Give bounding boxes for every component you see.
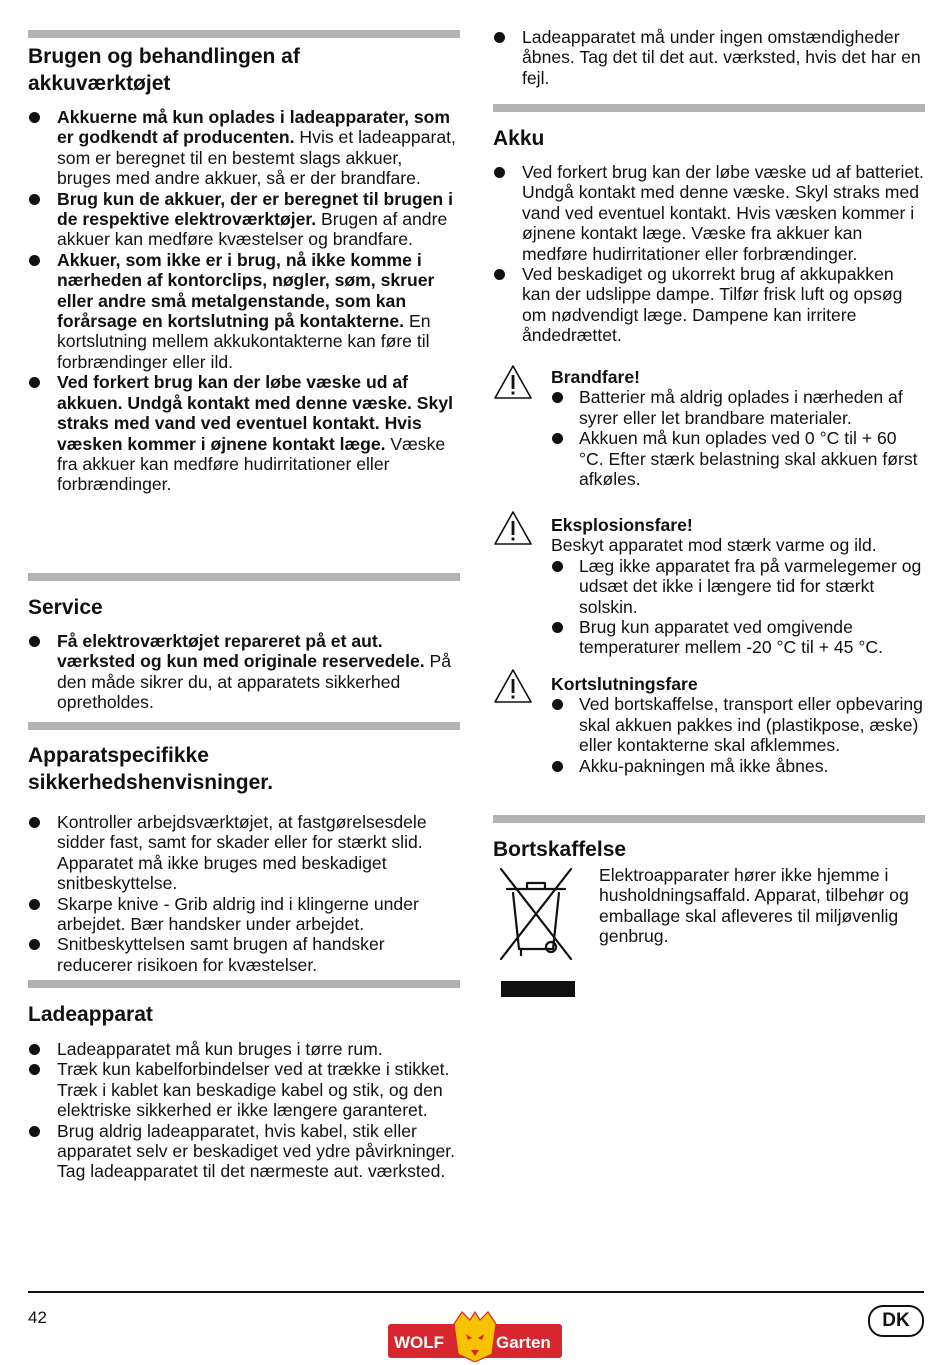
bullet-list (493, 162, 925, 346)
list-item: Ladeapparatet må kun bruges i tørre rum. (28, 1039, 460, 1059)
list-item: Skarpe knive - Grib aldrig ind i klingerne under arbejdet. Bær handsker under arbejdet. (28, 894, 460, 935)
list-item: Brug aldrig ladeapparatet, hvis kabel, stik eller apparatet selv er beskadiget ved ydre påvirkninger. Tag ladeapparatet til det nærmeste aut. værksted. (28, 1121, 460, 1182)
section-rule (493, 815, 925, 823)
section-title: Brugen og behandlingen af akkuværktøjet (28, 45, 300, 95)
list-item: Brug kun apparatet ved omgivende temperaturer mellem -20 °C til + 45 °C. (551, 617, 925, 658)
list-item: Brug kun de akkuer, der er beregnet til brugen i de respektive elektroværktøjer. Brugen af andre akkuer kan medføre kvæstelser og brandfare. (28, 189, 460, 250)
section-akku-tools (28, 30, 460, 495)
bullet-list (28, 812, 460, 975)
warning-title: Kortslutningsfare (551, 674, 698, 694)
section-rule (28, 980, 460, 988)
logo-text-left: WOLF (394, 1333, 445, 1352)
warning-triangle-icon (493, 510, 533, 546)
list-item: Læg ikke apparatet fra på varmelegemer og udsæt det ikke i længere tid for stærkt solskin. (551, 556, 925, 617)
bullet-list (28, 631, 460, 713)
list-item: Ladeapparatet må under ingen omstændigheder åbnes. Tag det til det aut. værksted, hvis det har en fejl. (493, 27, 925, 88)
section-disposal (493, 815, 925, 947)
warning-title: Brandfare! (551, 367, 640, 387)
bullet-list (493, 27, 925, 88)
bullet-list (28, 1039, 460, 1182)
warning-title: Eksplosionsfare! (551, 515, 693, 535)
bullet-list (551, 556, 925, 658)
logo-text-right: Garten (496, 1333, 551, 1352)
section-title: Ladeapparat (28, 1003, 153, 1026)
list-item: Ved forkert brug kan der løbe væske ud af akkuen. Undgå kontakt med denne væske. Skyl straks med vand ved eventuel kontakt. Hvis væsken kommer i øjnene kontakt læge. Væske fra akkuer kan medføre hudirritationer eller forbrændinger. (28, 372, 460, 494)
warning-triangle-icon (493, 668, 533, 704)
list-item: Træk kun kabelforbindelser ved at trække i stikket. Træk i kablet kan beskadige kabel og stik, og den elektriske sikkerhed er ikke længere garanteret. (28, 1059, 460, 1120)
list-item: Akkuer, som ikke er i brug, nå ikke komme i nærheden af kontorclips, nøgler, søm, skruer eller andre små metalgenstande, som kan forårsage en kortslutning på kontakterne. En kortslutning mellem akkukontakterne kan føre til forbrændinger eller ild. (28, 250, 460, 372)
list-item: Snitbeskyttelsen samt brugen af handsker reducerer risikoen for kvæstelser. (28, 934, 460, 975)
list-item: Batterier må aldrig oplades i nærheden af syrer eller let brandbare materialer. (551, 387, 925, 428)
section-rule (28, 30, 460, 38)
section-service (28, 573, 460, 713)
bullet-list (551, 387, 925, 489)
crossed-bin-icon (497, 867, 577, 999)
list-item: Kontroller arbejdsværktøjet, at fastgørelsesdele sidder fast, samt for skader eller for stærkt slid. Apparatet må ikke bruges med beskadiget snitbeskyttelse. (28, 812, 460, 894)
section-rule (28, 722, 460, 730)
section-title: Bortskaffelse (493, 838, 627, 861)
language-badge: DK (868, 1305, 924, 1337)
bullet-list (551, 694, 925, 776)
warning-triangle-icon (493, 364, 533, 400)
disposal-text: Elektroapparater hører ikke hjemme i husholdningsaffald. Apparat, tilbehør og emballage skal afleveres til miljøvenlig genbrug. (599, 865, 909, 947)
list-item: Ved bortskaffelse, transport eller opbevaring skal akkuen pakkes ind (plastikpose, æske) eller kontakterne skal afklemmes. (551, 694, 925, 755)
wolf-garten-logo (388, 1310, 562, 1362)
list-item: Ved forkert brug kan der løbe væske ud af batteriet. Undgå kontakt med denne væske. Skyl straks med vand ved eventuel kontakt. Hvis væsken kommer i øjnene kontakt læge. Væske fra akkuer kan medføre hudirritationer eller forbrændinger. (493, 162, 925, 264)
section-charger (28, 980, 460, 1182)
warning-intro: Beskyt apparatet mod stærk varme og ild. (551, 535, 877, 556)
section-title: Service (28, 596, 103, 619)
list-item: Ved beskadiget og ukorrekt brug af akkupakken kan der udslippe dampe. Tilfør frisk luft og opsøg om nødvendigt læge. Dampene kan irritere åndedrættet. (493, 264, 925, 346)
list-item: Akkuen må kun oplades ved 0 °C til + 60 °C. Efter stærk belastning skal akkuen først afkøles. (551, 428, 925, 489)
section-title: Akku (493, 127, 545, 150)
list-item: Akku-pakningen må ikke åbnes. (551, 756, 925, 776)
section-title: Apparatspecifikke sikkerhedshenvisninger. (28, 744, 274, 794)
section-akku (493, 104, 925, 346)
section-rule (28, 573, 460, 581)
list-item: Akkuerne må kun oplades i ladeapparater, som er godkendt af producenten. Hvis et ladeapparat, som er beregnet til en bestemt slags akkuer, bruges med andre akkuer, så er der brandfare. (28, 107, 460, 189)
charger-continued (493, 27, 925, 88)
section-device-specific (28, 722, 460, 975)
section-rule (493, 104, 925, 112)
bullet-list (28, 107, 460, 495)
page-number: 42 (28, 1308, 47, 1327)
list-item: Få elektroværktøjet repareret på et aut. værksted og kun med originale reservedele. På den måde sikrer du, at apparatets sikkerhed opretholdes. (28, 631, 460, 713)
footer-rule (28, 1291, 924, 1293)
